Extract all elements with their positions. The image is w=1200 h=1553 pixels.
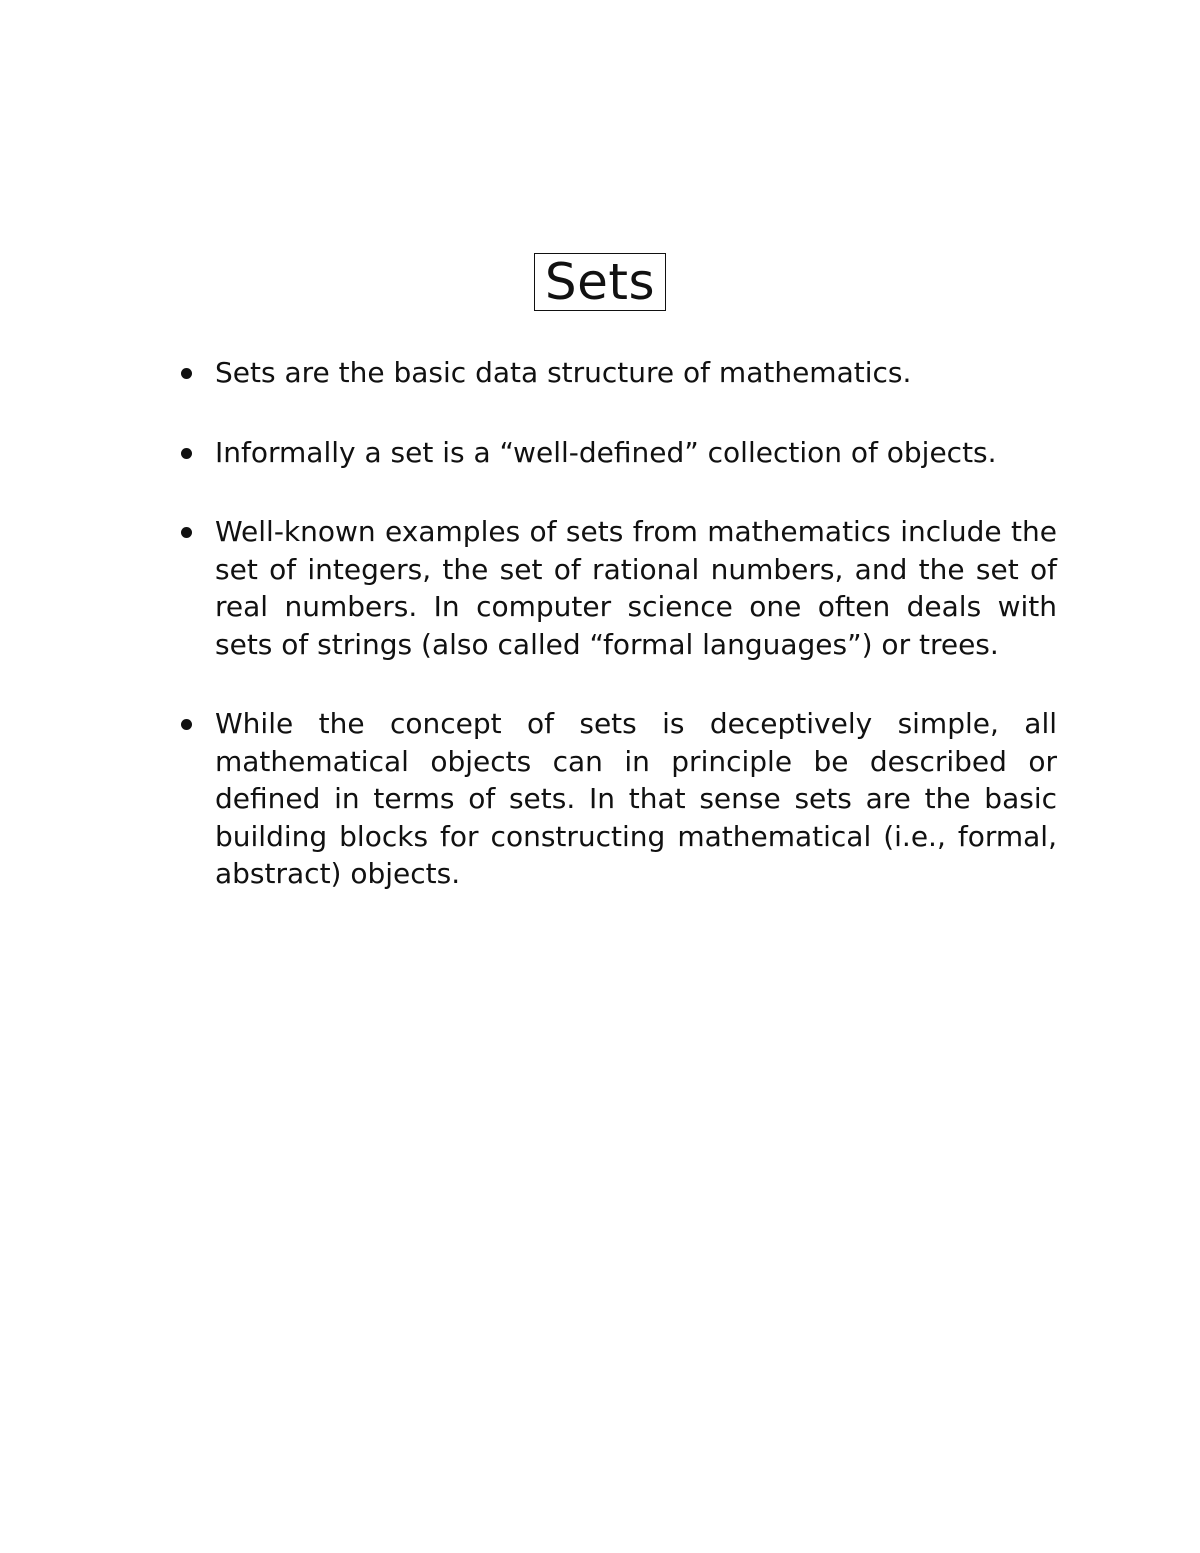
bullet-list <box>215 354 1057 935</box>
bullet-dot-icon <box>181 448 192 459</box>
bullet-dot-icon <box>181 719 192 730</box>
bullet-dot-icon <box>181 527 192 538</box>
bullet-text: While the concept of sets is deceptively simple, all mathematical objects can in principle be described or defined in terms of sets. In that sense sets are the basic building blocks for constructing mathematical (i.e., formal, abstract) objects. <box>215 707 1057 890</box>
bullet-text: Informally a set is a “well-defined” collection of objects. <box>215 435 997 469</box>
bullet-item <box>215 513 1057 663</box>
bullet-text: Well-known examples of sets from mathematics include the set of integers, the set of rational numbers, and the set of real numbers. In computer science one often deals with sets of strings (also called “formal languages”) or trees. <box>215 515 1057 661</box>
bullet-item <box>215 705 1057 893</box>
bullet-text: Sets are the basic data structure of mathematics. <box>215 356 912 389</box>
bullet-item <box>215 354 1057 392</box>
title-container <box>0 253 1200 311</box>
page-title: Sets <box>534 253 666 311</box>
bullet-dot-icon <box>181 368 192 379</box>
bullet-item <box>215 434 1057 472</box>
